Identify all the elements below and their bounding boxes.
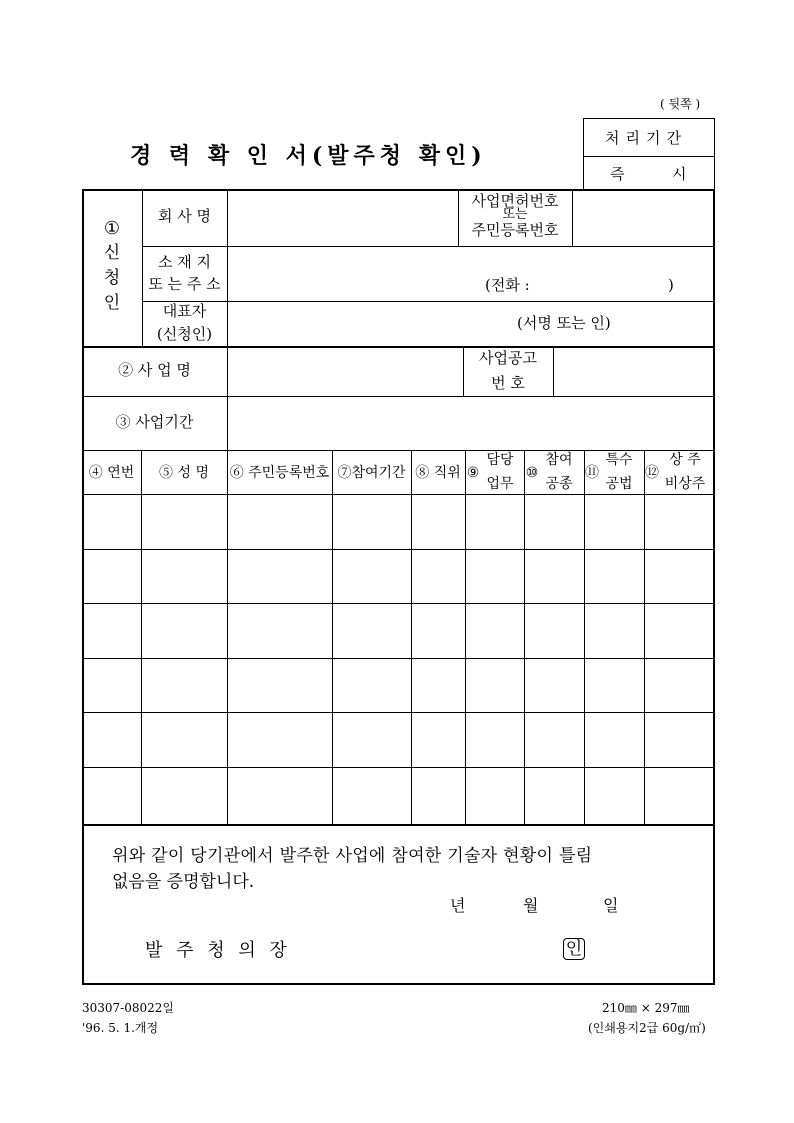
date-year-label: 년	[450, 896, 466, 915]
col-header-duty-line2: 업무	[486, 476, 514, 492]
col-header-method-line1: 특수	[605, 452, 633, 468]
table-row[interactable]	[83, 768, 714, 823]
project-notice-label-line2: 번 호	[491, 374, 525, 392]
col-header-duty-line1: 담당	[486, 452, 514, 468]
table-row[interactable]	[83, 550, 714, 602]
representative-label-line1: 대표자	[162, 302, 207, 320]
col-header-method-num: ⑪	[585, 465, 599, 481]
table-row[interactable]	[83, 713, 714, 766]
address-label-line1: 소 재 지	[157, 253, 211, 271]
date-day-label: 일	[603, 896, 619, 915]
paper-spec: (인쇄용지2급 60g/㎡)	[588, 1021, 706, 1035]
representative-label-line2: (신청인)	[156, 325, 213, 343]
paper-size: 210㎜ × 297㎜	[602, 1001, 690, 1015]
form-revision: '96. 5. 1.개정	[82, 1021, 159, 1035]
page-title: 경 력 확 인 서(발주청 확인)	[130, 143, 487, 169]
col-header-resident-status-line1: 상 주	[669, 452, 701, 468]
col-header-resident-status-line2: 비상주	[664, 476, 706, 492]
table-row[interactable]	[83, 495, 714, 548]
col-header-method-line2: 공법	[605, 476, 633, 492]
project-period-label: ③ 사업기간	[115, 413, 194, 431]
col-header-name: ⑤ 성 명	[159, 465, 209, 481]
col-header-resident-number: ⑥ 주민등록번호	[229, 465, 330, 481]
address-label-line2: 또 는 주 소	[148, 275, 221, 293]
address-field[interactable]	[228, 247, 714, 300]
phone-close: )	[668, 276, 674, 294]
col-header-trade-num: ⑩	[525, 465, 539, 481]
col-header-seq: ④ 연번	[88, 465, 135, 481]
applicant-section-char-1: 신	[103, 243, 121, 263]
license-number-label-line3: 주민등록번호	[471, 221, 559, 239]
applicant-section-char-2: 청	[103, 268, 121, 288]
applicant-section-char-3: 인	[103, 293, 121, 313]
col-header-trade-line1: 참여	[545, 452, 573, 468]
signature-label: (서명 또는 인)	[517, 314, 611, 332]
phone-label: (전화 :	[485, 276, 530, 294]
company-name-field[interactable]	[228, 190, 457, 245]
date-month-label: 월	[523, 896, 539, 915]
license-number-label-line2: 또는	[502, 207, 528, 222]
table-row[interactable]	[83, 604, 714, 657]
seal-mark: 인	[563, 938, 585, 960]
form-code: 30307-08022일	[82, 1001, 174, 1015]
col-header-resident-status-num: ⑫	[645, 465, 659, 481]
license-number-label-line1: 사업면허번호	[471, 192, 559, 210]
project-notice-label-line1: 사업공고	[479, 349, 537, 367]
processing-period-value-b: 시	[672, 165, 687, 183]
processing-period-label: 처리기간	[605, 129, 687, 147]
project-notice-field[interactable]	[554, 347, 714, 395]
license-number-field[interactable]	[573, 190, 714, 245]
project-name-field[interactable]	[228, 347, 462, 395]
col-header-duty-num: ⑨	[466, 465, 480, 481]
processing-period-value-a: 즉	[610, 165, 625, 183]
page-side-note: ( 뒷쪽 )	[660, 97, 701, 111]
col-header-participation-period: ⑦참여기간	[337, 465, 406, 481]
representative-field[interactable]	[228, 302, 714, 345]
project-period-field[interactable]	[228, 397, 714, 449]
certification-line-1: 위와 같이 당기관에서 발주한 사업에 참여한 기술자 현황이 틀림	[112, 846, 593, 866]
table-row[interactable]	[83, 659, 714, 711]
issuer-label: 발 주 청 의 장	[145, 940, 291, 961]
col-header-position: ⑧ 직위	[415, 465, 461, 481]
col-header-trade-line2: 공종	[545, 476, 573, 492]
project-name-label: ② 사 업 명	[118, 361, 191, 379]
certification-line-2: 없음을 증명합니다.	[112, 872, 255, 892]
company-name-label: 회 사 명	[157, 207, 211, 225]
applicant-section-number: ①	[103, 218, 121, 239]
